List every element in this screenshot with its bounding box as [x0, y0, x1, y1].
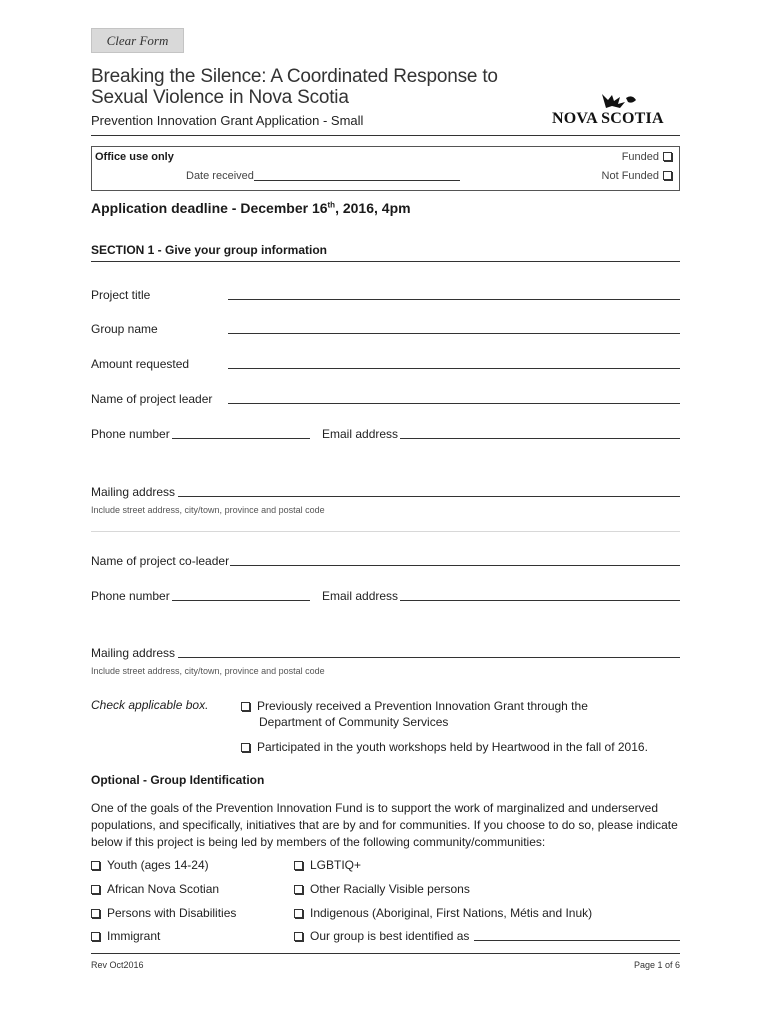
date-received-field[interactable]	[254, 180, 460, 181]
application-deadline	[91, 200, 411, 216]
indigenous-option	[294, 905, 592, 921]
disabilities-label: Persons with Disabilities	[107, 906, 237, 920]
immigrant-label: Immigrant	[107, 929, 161, 943]
best-identified-field[interactable]	[474, 940, 680, 941]
revision-label: Rev Oct2016	[91, 960, 144, 970]
funded-option	[622, 151, 672, 163]
group-name-field[interactable]	[228, 333, 680, 334]
page-number: Page 1 of 6	[633, 960, 680, 970]
not-funded-option	[602, 170, 672, 182]
youth-workshop-label: Participated in the youth workshops held by Heartwood in the fall of 2016.	[257, 740, 648, 754]
amount-requested-field[interactable]	[228, 368, 680, 369]
page-title	[91, 66, 498, 108]
optional-paragraph: One of the goals of the Prevention Innovation Fund is to support the work of marginalized and underserved populations, and specifically, initiatives that are by and for communities. If you choose to do so, please indicate below if this project is being led by members of the following community/communities:	[91, 801, 678, 849]
lgbtiq-option	[294, 857, 361, 873]
project-leader-label: Name of project leader	[91, 392, 213, 406]
co-leader-phone-label: Phone number	[91, 589, 170, 603]
clear-form-button[interactable]: Clear Form	[91, 28, 184, 53]
co-leader-phone-field[interactable]	[172, 600, 310, 601]
project-title-field[interactable]	[228, 299, 680, 300]
immigrant-option	[91, 928, 160, 944]
group-name-label: Group name	[91, 322, 158, 336]
youth-option	[91, 857, 209, 873]
racially-visible-label: Other Racially Visible persons	[310, 882, 470, 896]
title-line-2: Sexual Violence in Nova Scotia	[91, 87, 349, 108]
racially-visible-checkbox[interactable]	[294, 885, 303, 894]
funded-label: Funded	[621, 151, 659, 163]
optional-group-heading: Optional - Group Identification	[91, 773, 265, 787]
section-1-heading: SECTION 1 - Give your group information	[91, 243, 328, 257]
co-leader-field[interactable]	[230, 565, 680, 566]
phone-number-field[interactable]	[172, 438, 310, 439]
co-leader-email-label: Email address	[322, 589, 399, 603]
african-nova-scotian-label: African Nova Scotian	[107, 882, 220, 896]
date-received-label: Date received	[186, 170, 254, 182]
check-applicable-label: Check applicable box.	[91, 698, 209, 712]
office-use-box	[91, 146, 680, 191]
mailing-address-label: Mailing address	[91, 485, 176, 499]
prior-grant-option	[241, 698, 588, 714]
best-identified-option	[294, 928, 469, 944]
youth-workshop-checkbox[interactable]	[241, 743, 250, 752]
email-address-field[interactable]	[400, 438, 680, 439]
co-leader-label: Name of project co-leader	[91, 554, 230, 568]
project-leader-field[interactable]	[228, 403, 680, 404]
not-funded-label: Not Funded	[601, 170, 659, 182]
best-identified-checkbox[interactable]	[294, 932, 303, 941]
disabilities-checkbox[interactable]	[91, 909, 100, 918]
lgbtiq-checkbox[interactable]	[294, 861, 303, 870]
best-identified-label: Our group is best identified as	[310, 929, 470, 943]
indigenous-label: Indigenous (Aboriginal, First Nations, Métis and Inuk)	[310, 906, 593, 920]
youth-checkbox[interactable]	[91, 861, 100, 870]
deadline-sup: th	[327, 200, 336, 210]
youth-label: Youth (ages 14-24)	[107, 858, 209, 872]
co-leader-mailing-label: Mailing address	[91, 646, 176, 660]
page-subtitle: Prevention Innovation Grant Application - Small	[91, 113, 364, 128]
email-address-label: Email address	[322, 427, 399, 441]
co-leader-mailing-field[interactable]	[178, 657, 680, 658]
header-rule	[91, 135, 680, 136]
lgbtiq-label: LGBTIQ+	[310, 858, 362, 872]
project-title-label: Project title	[91, 288, 151, 302]
youth-workshop-option	[241, 739, 648, 755]
funded-checkbox[interactable]	[663, 152, 672, 161]
racially-visible-option	[294, 881, 470, 897]
amount-requested-label: Amount requested	[91, 357, 190, 371]
mailing-address-hint: Include street address, city/town, province and postal code	[91, 505, 325, 515]
co-leader-email-field[interactable]	[400, 600, 680, 601]
prior-grant-label-2: Department of Community Services	[259, 715, 449, 729]
office-use-label: Office use only	[95, 151, 174, 163]
deadline-prefix: Application deadline - December 16	[91, 200, 328, 216]
phone-number-label: Phone number	[91, 427, 170, 441]
immigrant-checkbox[interactable]	[91, 932, 100, 941]
section-1-rule	[91, 261, 680, 262]
footer-rule	[91, 953, 680, 954]
divider	[91, 531, 680, 532]
african-nova-scotian-option	[91, 881, 219, 897]
co-leader-mailing-hint: Include street address, city/town, province and postal code	[91, 666, 325, 676]
nova-scotia-logo	[552, 92, 680, 128]
title-line-1: Breaking the Silence: A Coordinated Response to	[91, 66, 498, 87]
logo-text: NOVA SCOTIA	[552, 110, 664, 127]
mailing-address-field[interactable]	[178, 496, 680, 497]
deadline-suffix: , 2016, 4pm	[335, 200, 411, 216]
african-nova-scotian-checkbox[interactable]	[91, 885, 100, 894]
disabilities-option	[91, 905, 236, 921]
prior-grant-label-1: Previously received a Prevention Innovation Grant through the	[257, 699, 588, 713]
not-funded-checkbox[interactable]	[663, 171, 672, 180]
indigenous-checkbox[interactable]	[294, 909, 303, 918]
prior-grant-checkbox[interactable]	[241, 702, 250, 711]
